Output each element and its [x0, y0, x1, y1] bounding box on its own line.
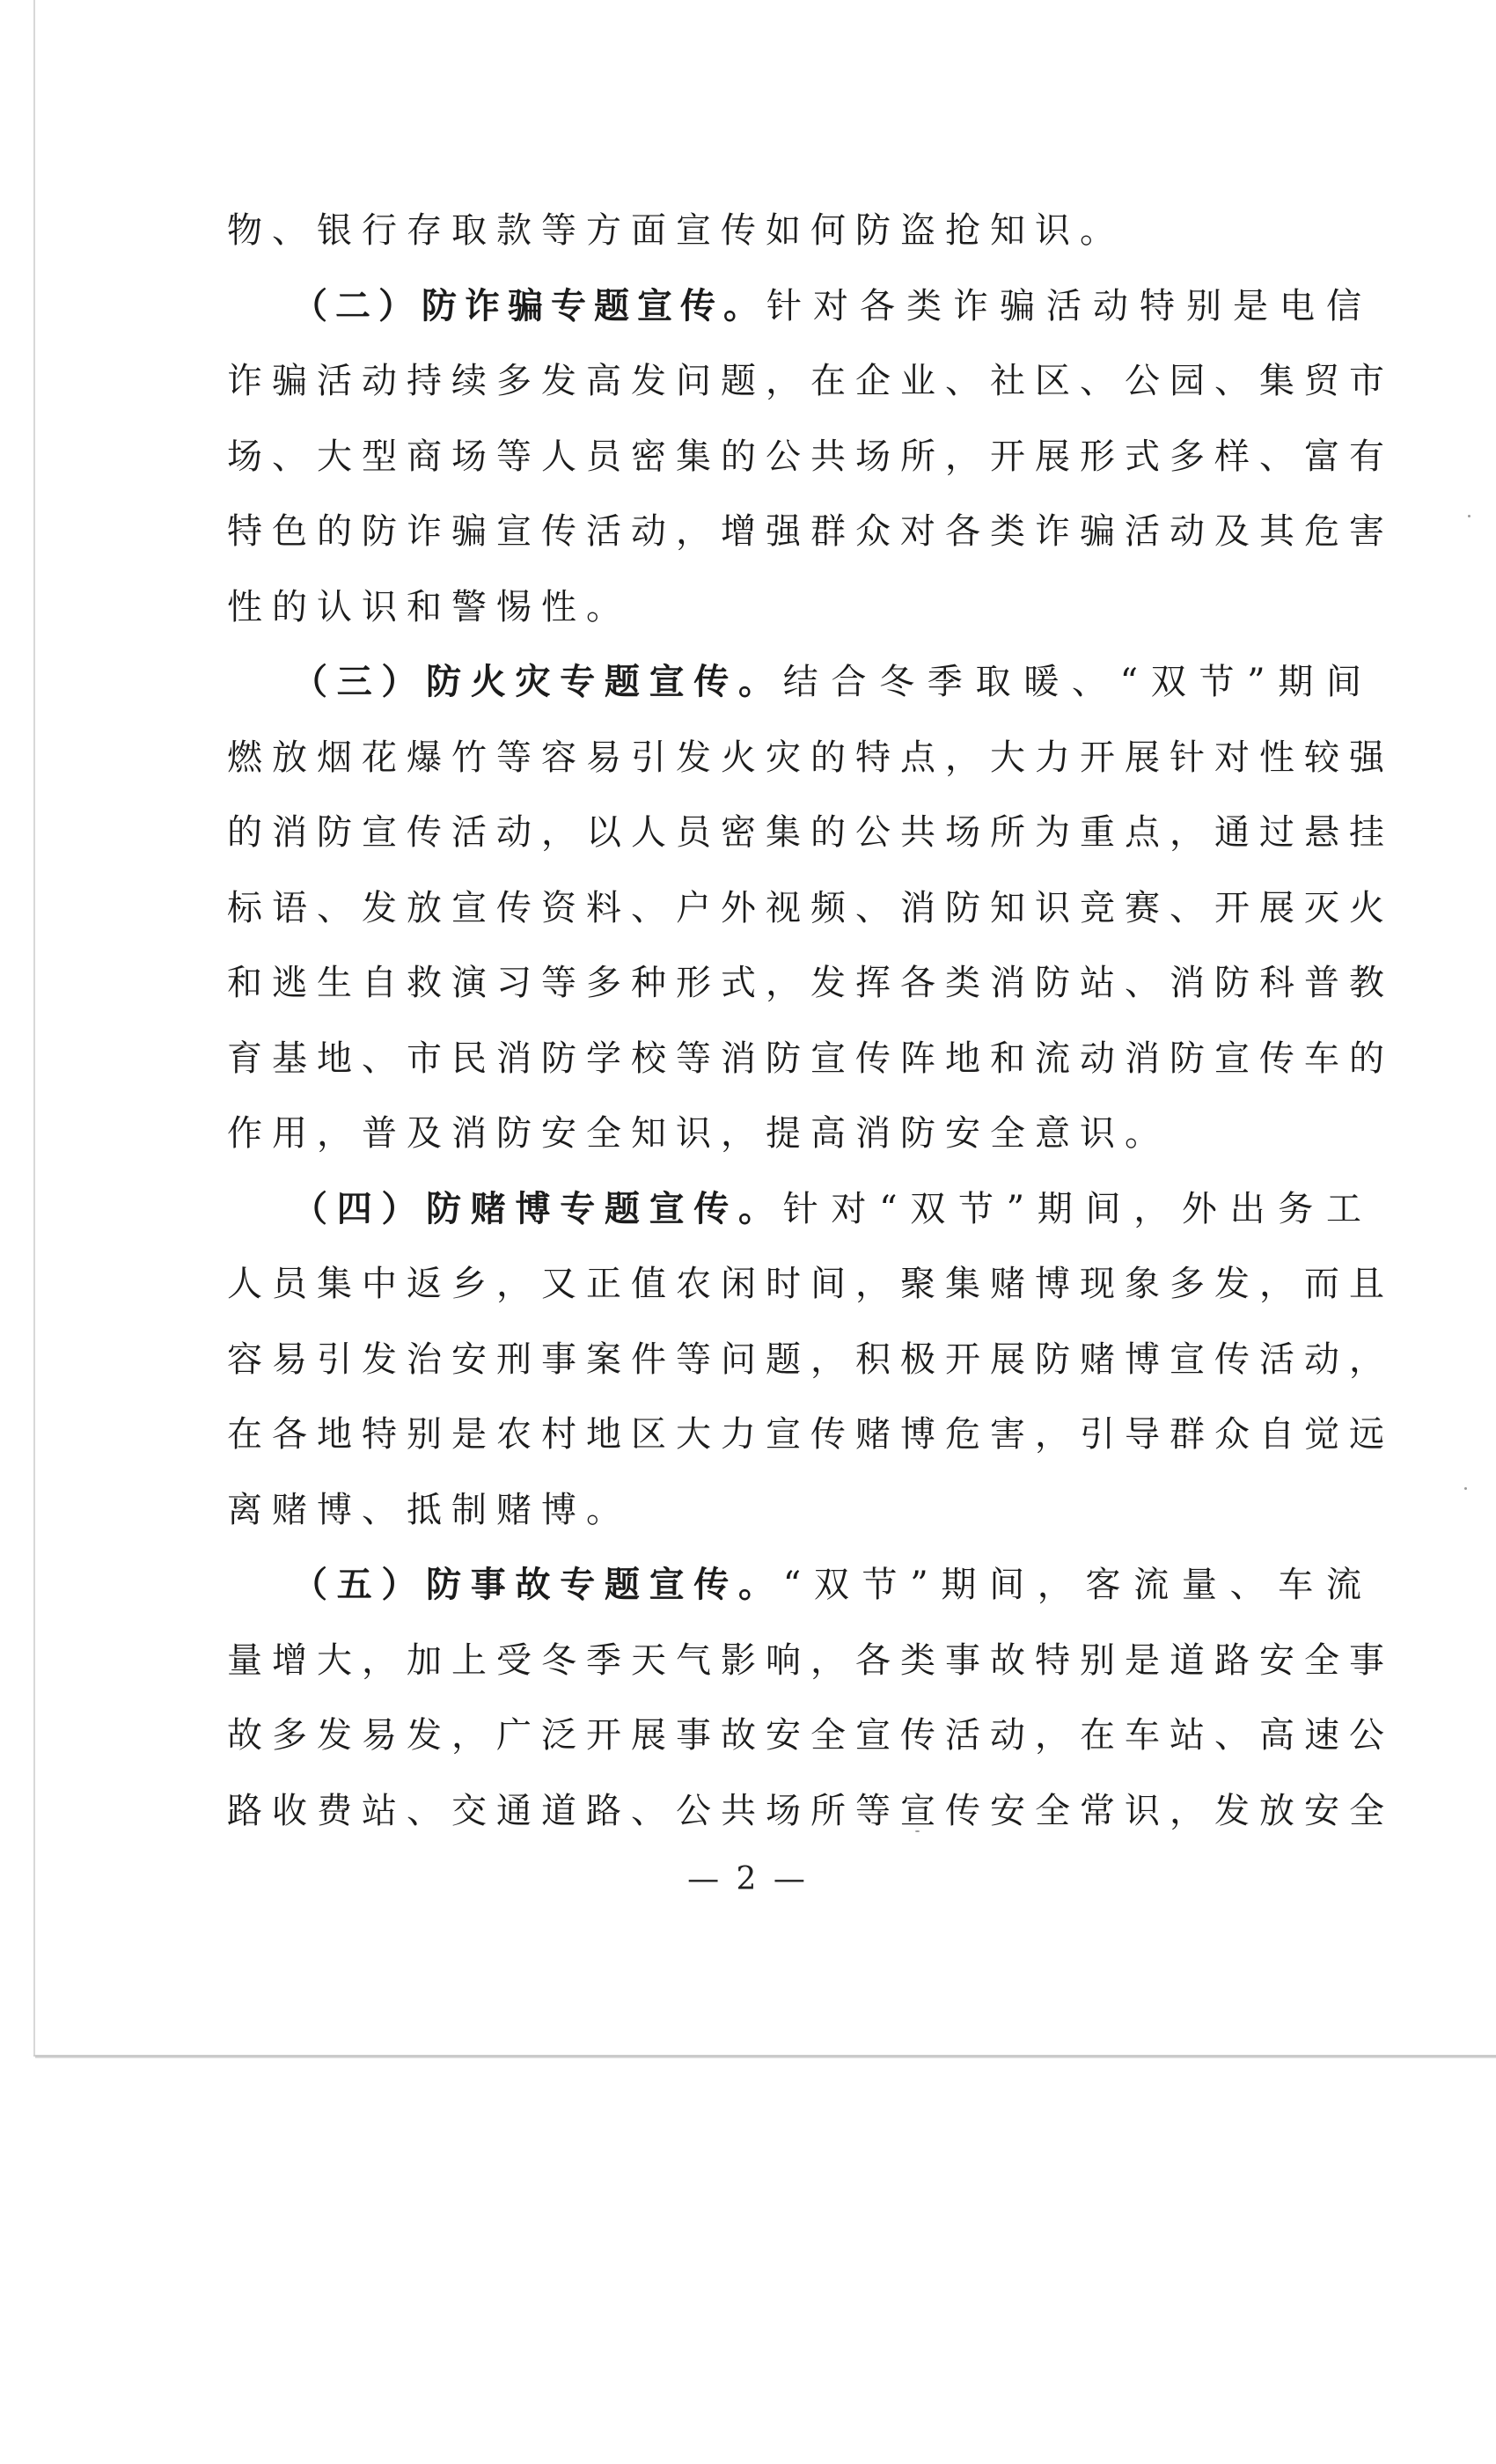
- text-line: 容易引发治安刑事案件等问题，积极开展防赌博宣传活动，: [227, 1338, 1394, 1380]
- text-line: 育基地、市民消防学校等消防宣传阵地和流动消防宣传车的: [227, 1038, 1394, 1079]
- paragraph-first-line: [227, 1548, 1371, 1624]
- paragraph-first-line: [227, 645, 1371, 721]
- text-run: 针对各类诈骗活动特别是电信: [766, 285, 1371, 326]
- text-run: 结合冬季取暖、“双节”期间: [782, 662, 1371, 702]
- section-heading: （五）防事故专题宣传。: [292, 1565, 783, 1605]
- text-line: 场、大型商场等人员密集的公共场所，开展形式多样、富有: [227, 436, 1394, 477]
- text-line: 诈骗活动持续多发高发问题，在企业、社区、公园、集贸市: [227, 361, 1394, 401]
- paragraph-first-line: [227, 269, 1371, 345]
- page-number: — 2 —: [687, 1861, 809, 1897]
- paragraph-first-line: [227, 1172, 1371, 1248]
- text-line: 和逃生自救演习等多种形式，发挥各类消防站、消防科普教: [227, 963, 1394, 1003]
- text-line: 作用，普及消防安全知识，提高消防安全意识。: [227, 1113, 1170, 1154]
- document-body: [227, 194, 1394, 1849]
- scan-speck: [915, 1830, 920, 1832]
- scan-speck: [1464, 1487, 1467, 1490]
- text-line: 人员集中返乡，又正值农闲时间，聚集赌博现象多发，而且: [227, 1264, 1394, 1304]
- text-line: 离赌博、抵制赌博。: [227, 1489, 631, 1530]
- text-line: 在各地特别是农村地区大力宣传赌博危害，引导群众自觉远: [227, 1414, 1394, 1455]
- text-line: 的消防宣传活动，以人员密集的公共场所为重点，通过悬挂: [227, 812, 1394, 853]
- section-heading: （三）防火灾专题宣传。: [292, 662, 783, 702]
- text-line: 标语、发放宣传资料、户外视频、消防知识竞赛、开展灭火: [227, 887, 1394, 928]
- text-line: 路收费站、交通道路、公共场所等宣传安全常识，发放安全: [227, 1790, 1394, 1831]
- scan-speck: [1468, 515, 1470, 517]
- text-line: 量增大，加上受冬季天气影响，各类事故特别是道路安全事: [227, 1639, 1394, 1681]
- text-run: 针对“双节”期间，外出务工: [782, 1188, 1371, 1229]
- text-line: 故多发易发，广泛开展事故安全宣传活动，在车站、高速公: [227, 1715, 1394, 1756]
- text-line: 燃放烟花爆竹等容易引发火灾的特点，大力开展针对性较强: [227, 737, 1394, 778]
- text-run: “双节”期间，客流量、车流: [782, 1565, 1371, 1605]
- text-line: 物、银行存取款等方面宣传如何防盗抢知识。: [227, 210, 1125, 251]
- section-heading: （二）防诈骗专题宣传。: [292, 285, 766, 326]
- section-heading: （四）防赌博专题宣传。: [292, 1188, 783, 1229]
- text-line: 特色的防诈骗宣传活动，增强群众对各类诈骗活动及其危害: [227, 511, 1394, 552]
- text-line: 性的认识和警惕性。: [227, 586, 631, 627]
